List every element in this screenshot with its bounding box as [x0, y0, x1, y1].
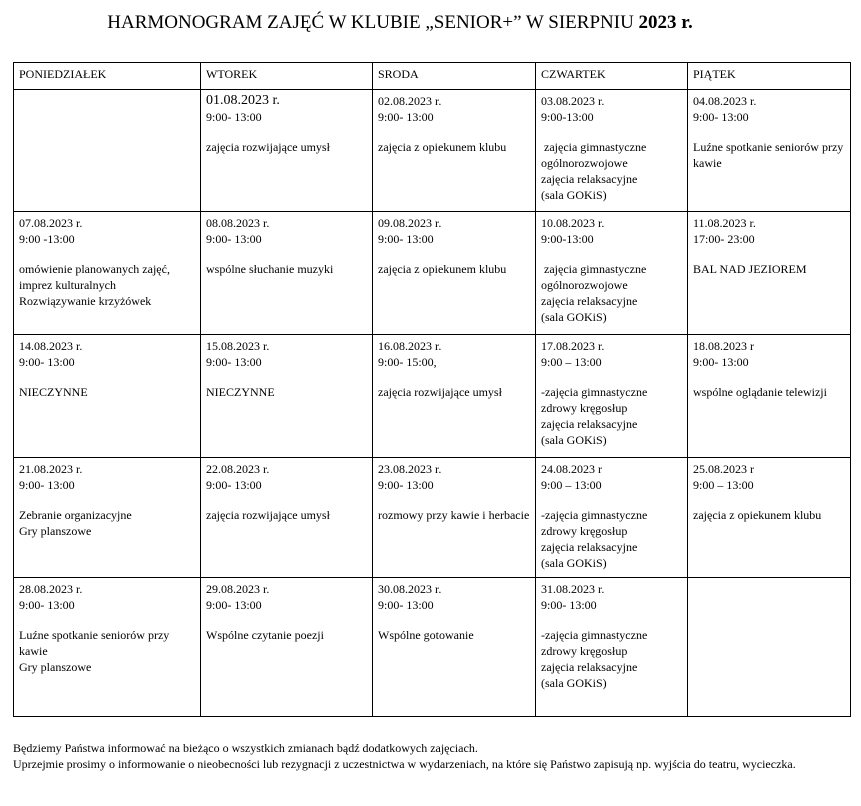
- schedule-body: [14, 90, 851, 717]
- activity-line: (sala GOKiS): [541, 676, 607, 690]
- cell-time: 9:00- 13:00: [19, 355, 75, 369]
- cell-time: 9:00- 15:00,: [378, 355, 437, 369]
- cell-time: 9:00- 13:00: [541, 598, 597, 612]
- spacer: [19, 493, 195, 507]
- day-cell: [688, 578, 851, 717]
- activity-line: (sala GOKiS): [541, 556, 607, 570]
- table-row: [14, 458, 851, 578]
- title-year: 2023 r.: [638, 12, 693, 33]
- spacer: [206, 613, 367, 627]
- cell-date: 02.08.2023 r.: [378, 94, 442, 108]
- cell-date: 01.08.2023 r.: [206, 93, 280, 108]
- day-cell: [14, 212, 201, 335]
- cell-time: 9:00 – 13:00: [541, 478, 602, 492]
- cell-time: 9:00 – 13:00: [693, 478, 754, 492]
- cell-time: 9:00- 13:00: [693, 355, 749, 369]
- footer-note: Będziemy Państwa informować na bieżąco o wszystkich zmianach bądź dodatkowych zajęciach.: [13, 741, 478, 755]
- day-cell: [201, 335, 373, 458]
- activity-line: -zajęcia gimnastyczne zdrowy kręgosłup: [541, 508, 651, 538]
- activity-line: zajęcia gimnastyczne ogólnorozwojowe: [541, 140, 650, 170]
- cell-date: 21.08.2023 r.: [19, 462, 83, 476]
- activity-line: (sala GOKiS): [541, 310, 607, 324]
- page-title: [0, 12, 800, 34]
- spacer: [693, 125, 845, 139]
- activity-line: zajęcia z opiekunem klubu: [693, 508, 822, 522]
- cell-date: 31.08.2023 r.: [541, 582, 605, 596]
- day-cell: [14, 578, 201, 717]
- table-row: [14, 212, 851, 335]
- cell-date: 24.08.2023 r: [541, 462, 602, 476]
- cell-date: 23.08.2023 r.: [378, 462, 442, 476]
- activity-line: zajęcia relaksacyjne: [541, 417, 638, 431]
- day-cell: [14, 458, 201, 578]
- table-row: [14, 90, 851, 212]
- day-cell: [14, 90, 201, 212]
- day-cell: [536, 578, 688, 717]
- spacer: [206, 247, 367, 261]
- footer-notes: [13, 740, 848, 772]
- cell-date: 29.08.2023 r.: [206, 582, 270, 596]
- day-cell: [201, 458, 373, 578]
- day-cell: [201, 578, 373, 717]
- activity-line: wspólne oglądanie telewizji: [693, 385, 827, 399]
- activity-line: (sala GOKiS): [541, 188, 607, 202]
- spacer: [541, 370, 682, 384]
- activity-line: zajęcia relaksacyjne: [541, 294, 638, 308]
- spacer: [693, 247, 845, 261]
- activity-line: Zebranie organizacyjne: [19, 508, 132, 522]
- activity-line: BAL NAD JEZIOREM: [693, 262, 807, 276]
- activity-line: -zajęcia gimnastyczne zdrowy kręgosłup: [541, 385, 651, 415]
- day-cell: [373, 578, 536, 717]
- cell-time: 9:00- 13:00: [206, 598, 262, 612]
- activity-line: zajęcia z opiekunem klubu: [378, 262, 507, 276]
- table-row: [14, 578, 851, 717]
- cell-date: 30.08.2023 r.: [378, 582, 442, 596]
- day-cell: [536, 90, 688, 212]
- cell-date: 28.08.2023 r.: [19, 582, 83, 596]
- cell-time: 9:00- 13:00: [378, 232, 434, 246]
- day-cell: [201, 90, 373, 212]
- spacer: [19, 613, 195, 627]
- day-cell: [373, 458, 536, 578]
- cell-date: 22.08.2023 r.: [206, 462, 270, 476]
- day-cell: [373, 335, 536, 458]
- cell-date: 04.08.2023 r.: [693, 94, 757, 108]
- day-cell: [688, 90, 851, 212]
- activity-line: zajęcia gimnastyczne ogólnorozwojowe: [541, 262, 650, 292]
- activity-line: Gry planszowe: [19, 660, 92, 674]
- activity-line: NIECZYNNE: [19, 385, 88, 399]
- spacer: [378, 370, 530, 384]
- header-row: [14, 63, 851, 90]
- activity-line: Gry planszowe: [19, 524, 92, 538]
- cell-date: 07.08.2023 r.: [19, 216, 83, 230]
- spacer: [19, 370, 195, 384]
- cell-time: 9:00- 13:00: [693, 110, 749, 124]
- col-header-monday: PONIEDZIAŁEK: [14, 63, 201, 90]
- activity-line: Luźne spotkanie seniorów przy kawie: [693, 140, 847, 170]
- cell-time: 9:00- 13:00: [206, 232, 262, 246]
- col-header-friday: PIĄTEK: [688, 63, 851, 90]
- col-header-thursday: CZWARTEK: [536, 63, 688, 90]
- activity-line: rozmowy przy kawie i herbacie: [378, 508, 530, 522]
- activity-line: Wspólne gotowanie: [378, 628, 474, 642]
- activity-line: zajęcia z opiekunem klubu: [378, 140, 507, 154]
- day-cell: [373, 212, 536, 335]
- activity-line: -zajęcia gimnastyczne zdrowy kręgosłup: [541, 628, 651, 658]
- activity-line: zajęcia relaksacyjne: [541, 660, 638, 674]
- cell-date: 25.08.2023 r: [693, 462, 754, 476]
- cell-time: 9:00- 13:00: [19, 598, 75, 612]
- activity-line: zajęcia rozwijające umysł: [206, 508, 330, 522]
- day-cell: [14, 335, 201, 458]
- cell-date: 18.08.2023 r: [693, 339, 754, 353]
- activity-line: NIECZYNNE: [206, 385, 275, 399]
- spacer: [206, 370, 367, 384]
- spacer: [378, 493, 530, 507]
- day-cell: [536, 212, 688, 335]
- spacer: [206, 125, 367, 139]
- day-cell: [373, 90, 536, 212]
- spacer: [693, 370, 845, 384]
- cell-date: 15.08.2023 r.: [206, 339, 270, 353]
- activity-line: Wspólne czytanie poezji: [206, 628, 324, 642]
- day-cell: [688, 212, 851, 335]
- activity-line: zajęcia rozwijające umysł: [206, 140, 330, 154]
- spacer: [378, 613, 530, 627]
- cell-date: 08.08.2023 r.: [206, 216, 270, 230]
- cell-time: 9:00- 13:00: [206, 355, 262, 369]
- cell-time: 9:00 -13:00: [19, 232, 75, 246]
- day-cell: [536, 335, 688, 458]
- activity-line: wspólne słuchanie muzyki: [206, 262, 334, 276]
- cell-time: 9:00- 13:00: [378, 478, 434, 492]
- cell-date: 10.08.2023 r.: [541, 216, 605, 230]
- col-header-tuesday: WTOREK: [201, 63, 373, 90]
- cell-date: 17.08.2023 r.: [541, 339, 605, 353]
- spacer: [378, 125, 530, 139]
- activity-line: Luźne spotkanie seniorów przy kawie: [19, 628, 173, 658]
- cell-time: 17:00- 23:00: [693, 232, 755, 246]
- cell-time: 9:00- 13:00: [206, 478, 262, 492]
- day-cell: [688, 458, 851, 578]
- col-header-wednesday: SRODA: [373, 63, 536, 90]
- spacer: [19, 247, 195, 261]
- spacer: [206, 493, 367, 507]
- spacer: [541, 125, 682, 139]
- schedule-table: [13, 62, 851, 717]
- cell-date: 09.08.2023 r.: [378, 216, 442, 230]
- cell-time: 9:00-13:00: [541, 232, 594, 246]
- day-cell: [201, 212, 373, 335]
- cell-date: 11.08.2023 r.: [693, 216, 756, 230]
- cell-time: 9:00 – 13:00: [541, 355, 602, 369]
- activity-line: zajęcia rozwijające umysł: [378, 385, 502, 399]
- cell-date: 03.08.2023 r.: [541, 94, 605, 108]
- spacer: [541, 493, 682, 507]
- cell-date: 16.08.2023 r.: [378, 339, 442, 353]
- cell-time: 9:00- 13:00: [378, 110, 434, 124]
- activity-line: (sala GOKiS): [541, 433, 607, 447]
- footer-note: Uprzejmie prosimy o informowanie o nieobecności lub rezygnacji z uczestnictwa w wydarzeniach, na które się Państwo zapisują np. wyjścia do teatru, wycieczka.: [13, 757, 796, 771]
- cell-date: 14.08.2023 r.: [19, 339, 83, 353]
- day-cell: [688, 335, 851, 458]
- spacer: [693, 493, 845, 507]
- cell-time: 9:00- 13:00: [206, 110, 262, 124]
- cell-time: 9:00- 13:00: [378, 598, 434, 612]
- spacer: [541, 613, 682, 627]
- activity-line: zajęcia relaksacyjne: [541, 172, 638, 186]
- spacer: [378, 247, 530, 261]
- title-text: HARMONOGRAM ZAJĘĆ W KLUBIE „SENIOR+” W SIERPNIU: [107, 12, 634, 33]
- cell-time: 9:00-13:00: [541, 110, 594, 124]
- cell-time: 9:00- 13:00: [19, 478, 75, 492]
- spacer: [541, 247, 682, 261]
- activity-line: omówienie planowanych zajęć, imprez kulturalnych: [19, 262, 173, 292]
- activity-line: zajęcia relaksacyjne: [541, 540, 638, 554]
- day-cell: [536, 458, 688, 578]
- table-row: [14, 335, 851, 458]
- activity-line: Rozwiązywanie krzyżówek: [19, 294, 152, 308]
